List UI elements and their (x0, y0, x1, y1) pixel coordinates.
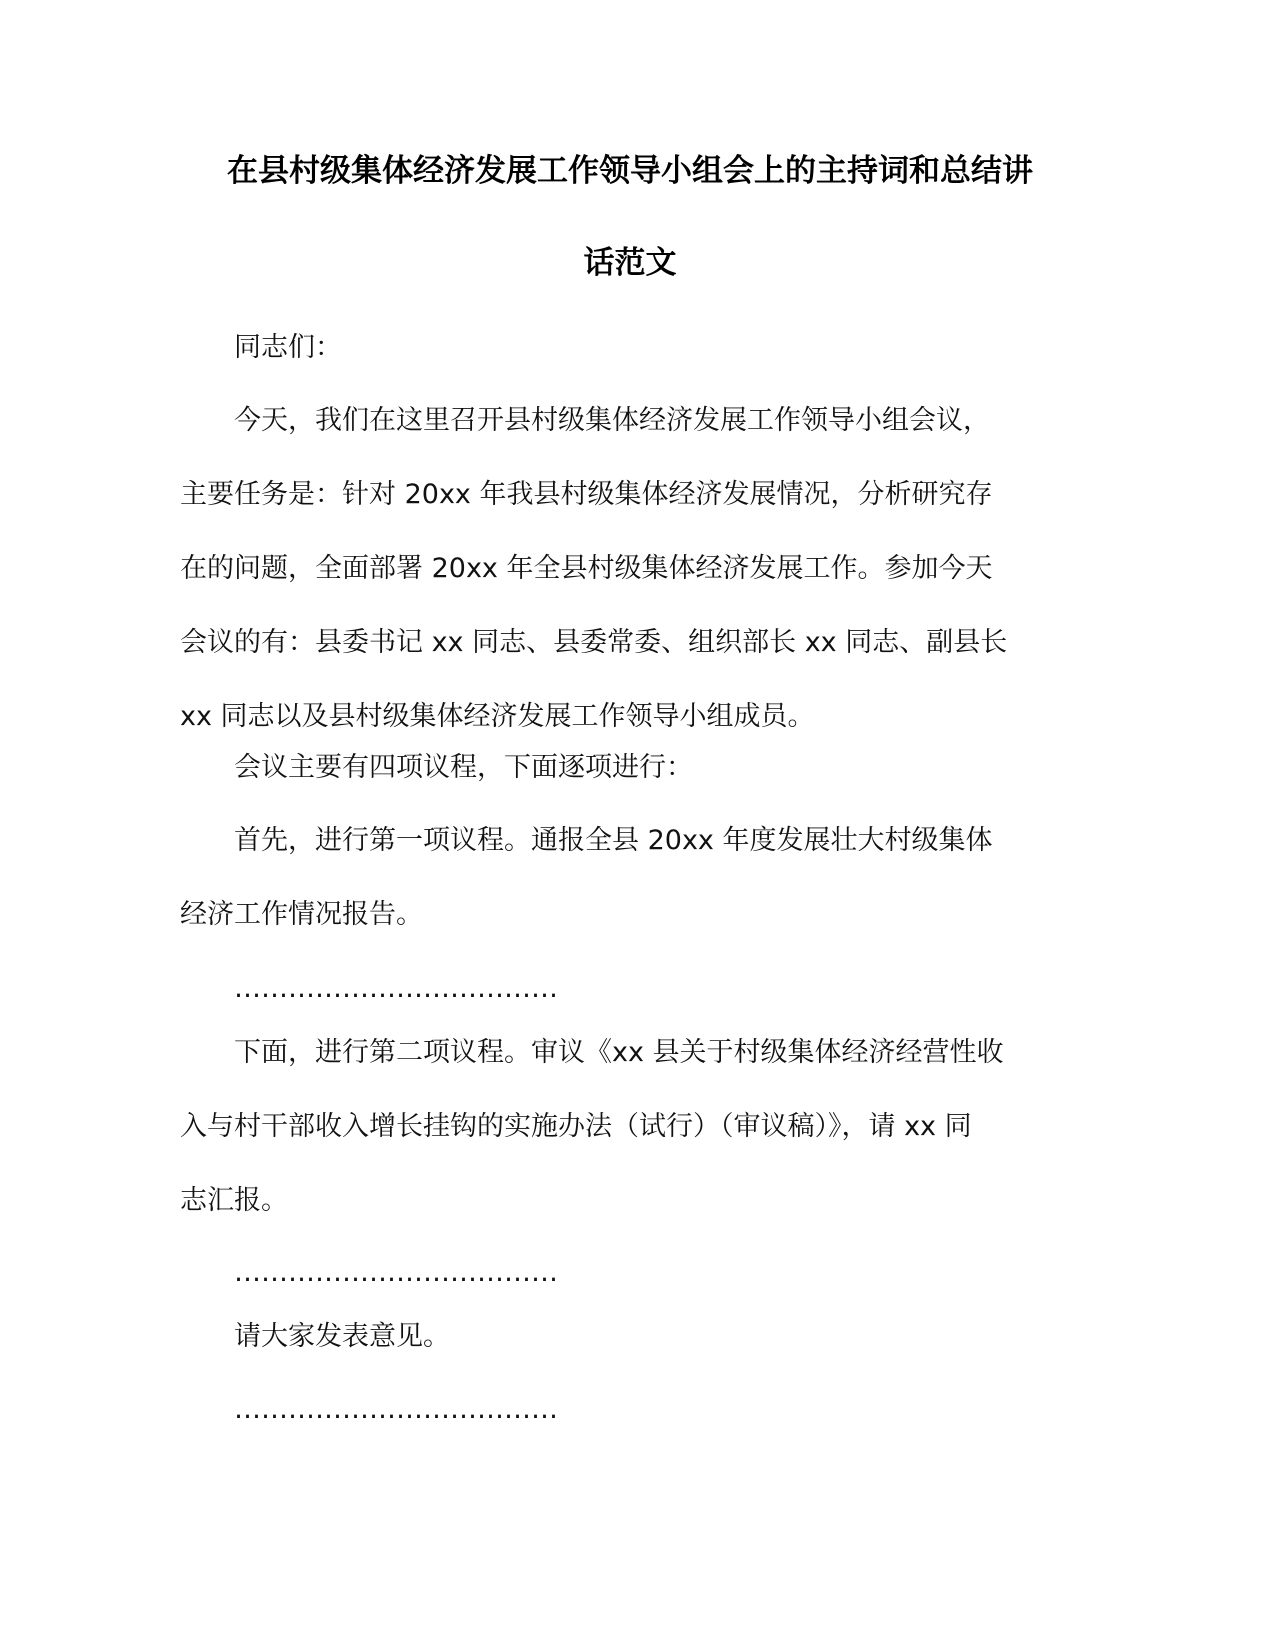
text-line: 同志们： (234, 332, 342, 363)
document-title-line-1: 在县村级集体经济发展工作领导小组会上的主持词和总结讲 (227, 153, 1033, 189)
paragraph-agenda-item-1 (180, 804, 1060, 952)
text-line: ……………………………… (234, 1394, 558, 1425)
text-line: 经济工作情况报告。 (180, 899, 423, 930)
text-line: ……………………………… (234, 973, 558, 1004)
text-line: xx 同志以及县村级集体经济发展工作领导小组成员。 (180, 701, 815, 732)
paragraph-opinions (180, 1300, 1060, 1374)
text-line: 在的问题，全面部署 20xx 年全县村级集体经济发展工作。参加今天 (180, 553, 993, 584)
text-line: 入与村干部收入增长挂钩的实施办法（试行）（审议稿）》，请 xx 同 (180, 1111, 972, 1142)
ellipsis-separator (180, 1373, 1060, 1447)
text-line: 会议的有：县委书记 xx 同志、县委常委、组织部长 xx 同志、副县长 (180, 627, 1008, 658)
text-line: 首先，进行第一项议程。通报全县 20xx 年度发展壮大村级集体 (234, 825, 993, 856)
paragraph-agenda-overview (180, 731, 1060, 805)
document-title-line-2: 话范文 (583, 245, 677, 281)
ellipsis-separator (180, 1236, 1060, 1310)
paragraph-meeting-intro (180, 384, 1060, 754)
text-line: ……………………………… (234, 1257, 558, 1288)
ellipsis-separator (180, 952, 1060, 1026)
paragraph-greeting (180, 311, 1060, 385)
text-line: 志汇报。 (180, 1185, 288, 1216)
text-line: 请大家发表意见。 (234, 1321, 450, 1352)
text-line: 今天，我们在这里召开县村级集体经济发展工作领导小组会议， (234, 405, 990, 436)
text-line: 会议主要有四项议程，下面逐项进行： (234, 752, 693, 783)
text-line: 主要任务是：针对 20xx 年我县村级集体经济发展情况，分析研究存 (180, 479, 993, 510)
paragraph-agenda-item-2 (180, 1016, 1060, 1238)
text-line: 下面，进行第二项议程。审议《xx 县关于村级集体经济经营性收 (234, 1037, 1004, 1068)
